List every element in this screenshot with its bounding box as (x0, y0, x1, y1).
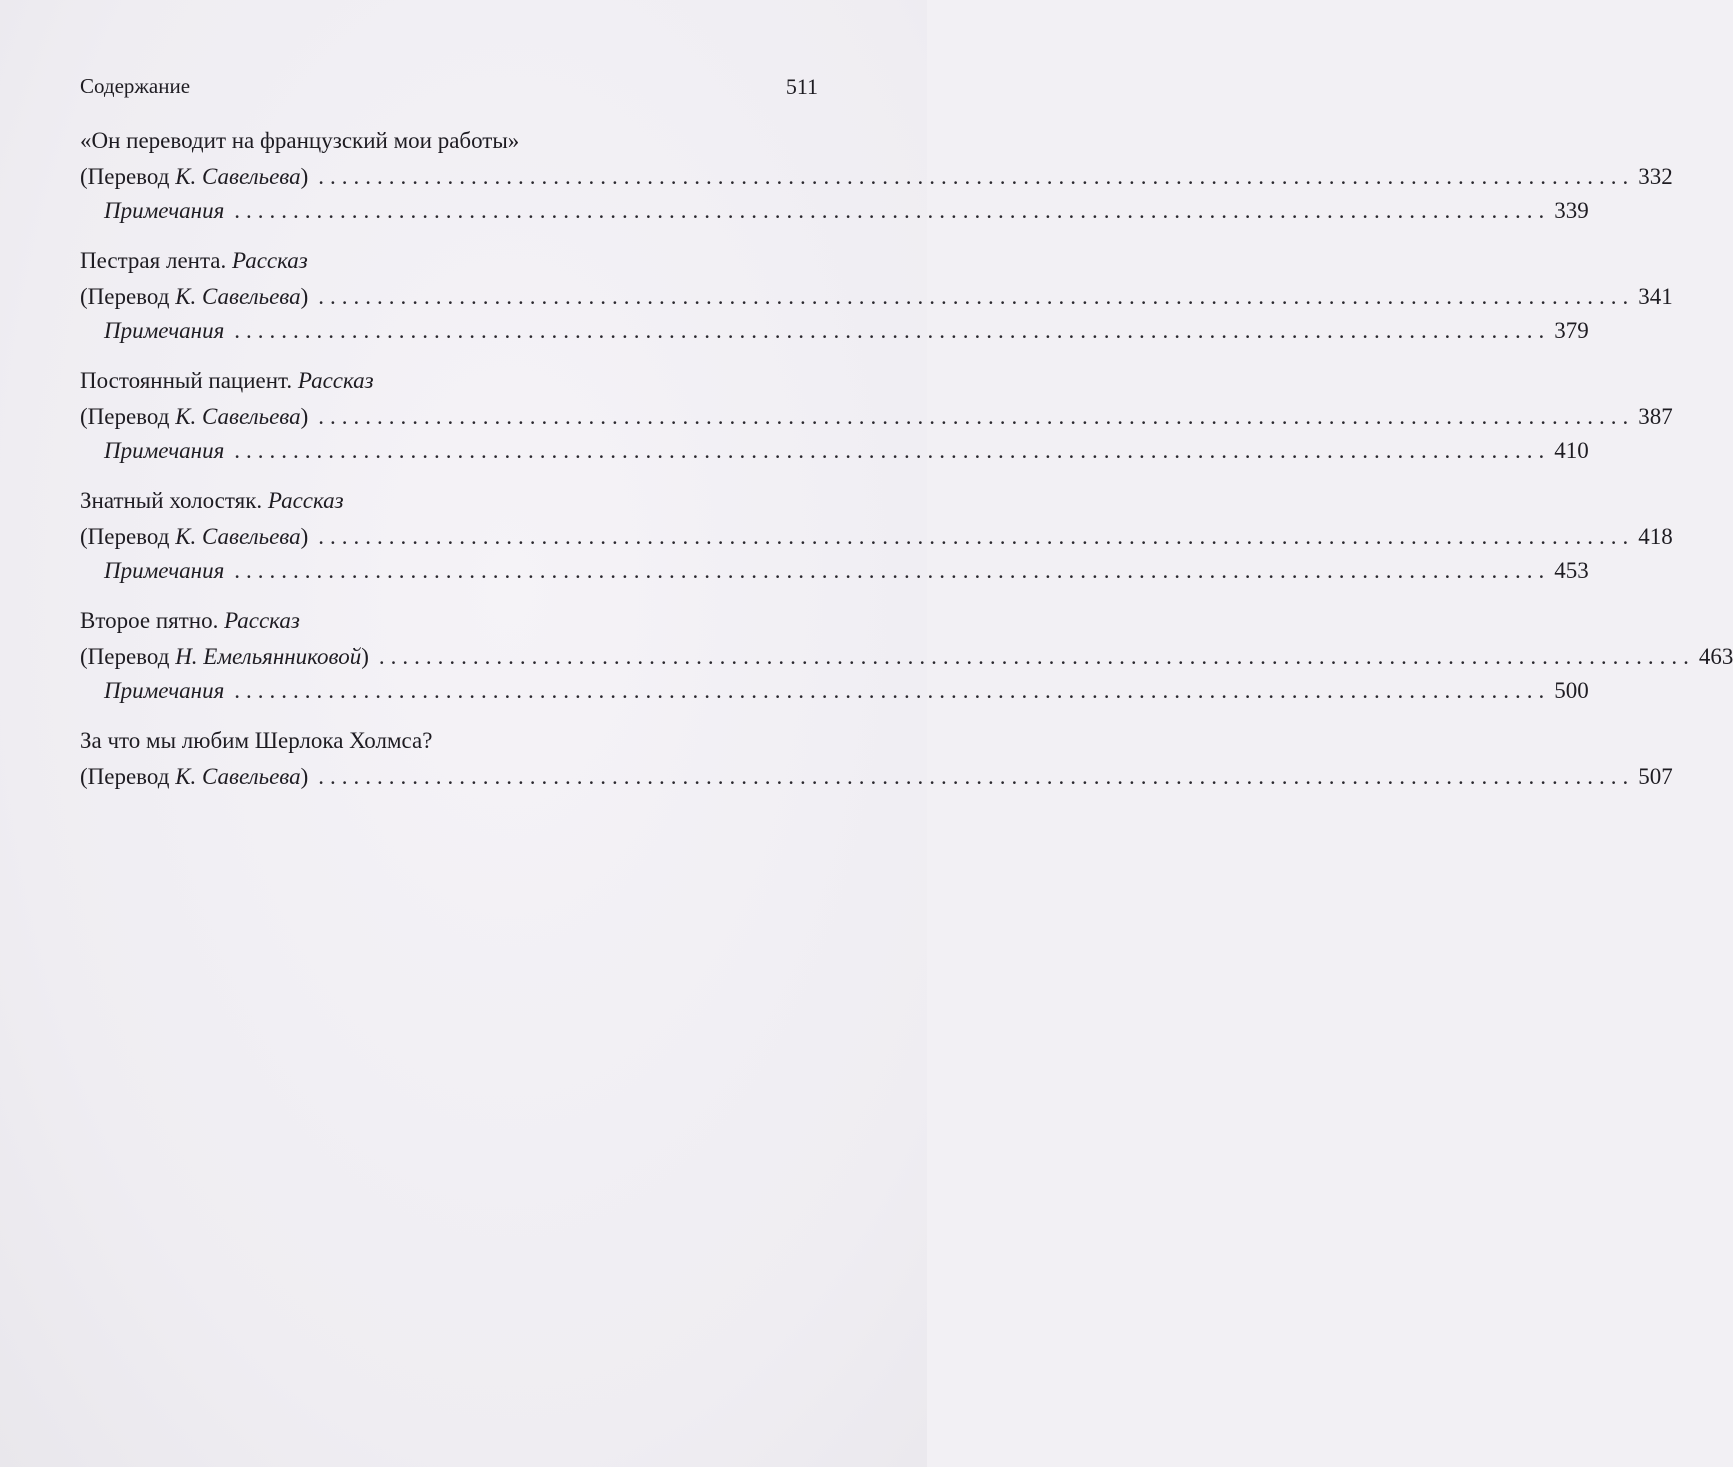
notes-line (104, 438, 1589, 464)
dot-leader: ................................................................................................................ (378, 644, 1695, 669)
entry-title-text: Пестрая лента. (80, 248, 233, 273)
entry-title-text: За что мы любим Шерлока Холмса? (80, 728, 433, 753)
dot-leader: ................................................................................................................ (318, 524, 1635, 549)
translation-line (80, 284, 1673, 310)
entry-genre: Рассказ (297, 368, 374, 393)
translation-line (80, 644, 1733, 670)
translation-page-number: 463 (1698, 644, 1733, 669)
translator-name: Н. Емельянниковой (175, 644, 362, 669)
entry-title (80, 368, 374, 394)
notes-label: Примечания (104, 318, 225, 343)
entry-genre: Рассказ (267, 488, 344, 513)
notes-page-number: 379 (1554, 318, 1589, 343)
translation-page-number: 418 (1638, 524, 1673, 549)
translator-name: К. Савельева (175, 284, 301, 309)
dot-leader: ................................................................................................................ (234, 438, 1551, 463)
notes-label: Примечания (104, 198, 225, 223)
translation-page-number: 507 (1638, 764, 1673, 789)
entry-title (80, 488, 344, 514)
entry-genre: Рассказ (232, 248, 308, 273)
notes-line (104, 558, 1589, 584)
dot-leader: ................................................................................................................ (234, 198, 1551, 223)
translation-line (80, 764, 1673, 790)
notes-label: Примечания (104, 558, 225, 583)
notes-line (104, 678, 1589, 704)
notes-label: Примечания (104, 678, 225, 703)
entry-genre: Рассказ (224, 608, 300, 633)
translation-label: (Перевод К. Савельева) (80, 404, 309, 429)
notes-page-number: 410 (1554, 438, 1589, 463)
translation-label: (Перевод К. Савельева) (80, 164, 309, 189)
entry-title (80, 248, 308, 274)
translation-page-number: 387 (1638, 404, 1673, 429)
notes-page-number: 453 (1554, 558, 1589, 583)
page-number: 511 (785, 74, 818, 99)
translation-label: (Перевод Н. Емельянниковой) (80, 644, 369, 669)
translator-name: К. Савельева (175, 524, 301, 549)
translation-line (80, 404, 1673, 430)
translator-name: К. Савельева (175, 164, 301, 189)
translator-name: К. Савельева (175, 764, 301, 789)
entry-title-text: Второе пятно. (80, 608, 225, 633)
translation-page-number: 341 (1638, 284, 1673, 309)
translator-name: К. Савельева (175, 404, 301, 429)
translation-line (80, 164, 1673, 190)
notes-page-number: 500 (1554, 678, 1589, 703)
entry-title-text: Знатный холостяк. (80, 488, 268, 513)
notes-label: Примечания (104, 438, 225, 463)
dot-leader: ................................................................................................................ (234, 558, 1551, 583)
translation-label: (Перевод К. Савельева) (80, 524, 309, 549)
dot-leader: ................................................................................................................ (234, 678, 1551, 703)
dot-leader: ................................................................................................................ (234, 318, 1551, 343)
entry-title (80, 608, 300, 634)
notes-line (104, 198, 1589, 224)
dot-leader: ................................................................................................................ (318, 404, 1635, 429)
dot-leader: ................................................................................................................ (318, 284, 1635, 309)
section-title: Содержание (80, 74, 191, 98)
dot-leader: ................................................................................................................ (318, 164, 1635, 189)
translation-label: (Перевод К. Савельева) (80, 284, 309, 309)
entry-title-text: Постоянный пациент. (80, 368, 298, 393)
translation-page-number: 332 (1638, 164, 1673, 189)
translation-line (80, 524, 1673, 550)
dot-leader: ................................................................................................................ (318, 764, 1635, 789)
translation-label: (Перевод К. Савельева) (80, 764, 309, 789)
entry-title (80, 128, 519, 154)
running-header (80, 74, 818, 104)
entry-title (80, 728, 432, 754)
entry-title-text: «Он переводит на французский мои работы» (80, 128, 520, 153)
notes-line (104, 318, 1589, 344)
notes-page-number: 339 (1554, 198, 1589, 223)
